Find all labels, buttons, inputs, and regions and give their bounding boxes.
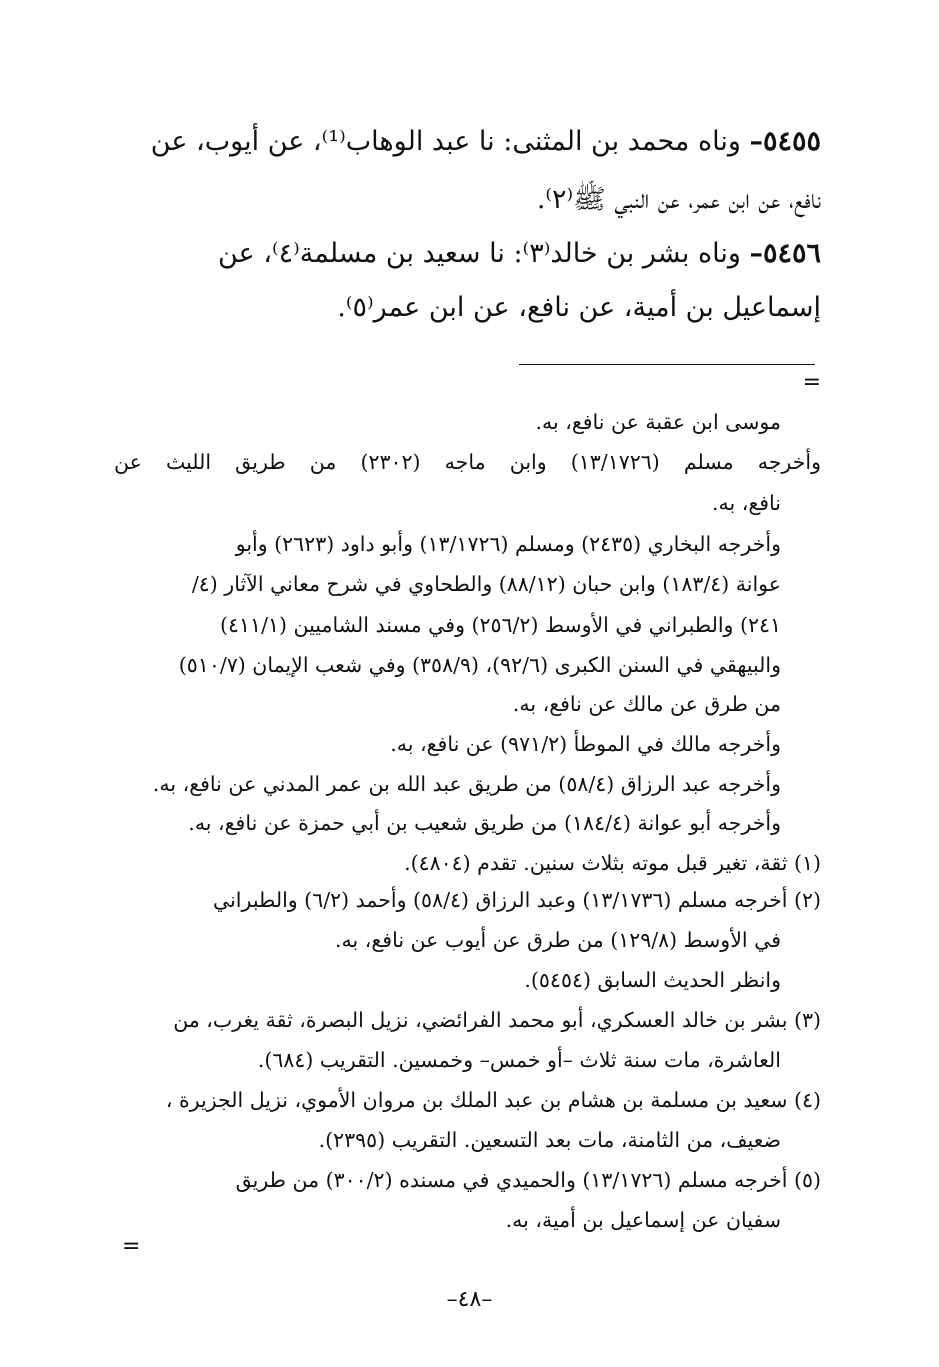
footnote-line: عوانة (١٨٣/٤) وابن حبان (٨٨/١٢) والطحاوي في شرح معاني الآثار (٤/	[191, 572, 781, 596]
footnote-2	[213, 890, 821, 911]
hadith-text: وناه بشر بن خالد⁽٣⁾: نا سعيد بن مسلمة⁽٤⁾، عن	[218, 238, 741, 269]
footnote-line: وانظر الحديث السابق (٥٤٥٤).	[524, 968, 781, 992]
footnote-line: في الأوسط (١٢٩/٨) من طرق عن أيوب عن نافع، به.	[335, 928, 781, 952]
footnote-label: (٥)	[793, 1168, 821, 1192]
hadith-text: وناه محمد بن المثنى: نا عبد الوهاب⁽¹⁾، عن أيوب، عن	[150, 126, 741, 157]
footnote-line: وأخرجه مسلم (١٣/١٧٢٦) وابن ماجه (٢٣٠٢) من طريق الليث عن	[114, 450, 821, 474]
footnote-label: (٢)	[793, 888, 821, 912]
footnote-label: (١)	[793, 851, 821, 875]
footnote-line: سفيان عن إسماعيل بن أمية، به.	[505, 1208, 781, 1232]
continuation-mark-bottom: =	[122, 1234, 141, 1259]
footnote-label: (٣)	[793, 1008, 821, 1032]
footnote-4	[166, 1090, 821, 1111]
footnote-line: والبيهقي في السنن الكبرى (٩٢/٦)، (٣٥٨/٩) وفي شعب الإيمان (٥١٠/٧)	[178, 653, 781, 677]
footnote-line: العاشرة، مات سنة ثلاث –أو خمس– وخمسين. التقريب (٦٨٤).	[257, 1048, 781, 1072]
footnote-separator	[519, 364, 815, 365]
footnote-text: أخرجه مسلم (١٣/١٧٢٦) والحميدي في مسنده (٣٠٠/٢) من طريق	[235, 1168, 788, 1192]
footnote-3	[173, 1010, 821, 1031]
footnote-line: ضعيف، من الثامنة، مات بعد التسعين. التقريب (٢٣٩٥).	[318, 1128, 781, 1152]
hadith-5455-line-2: نافع، عن ابن عمر، عن النبي ﷺ⁽٢⁾.	[536, 184, 821, 215]
footnote-line: موسى ابن عقبة عن نافع، به.	[535, 410, 781, 434]
footnote-5	[236, 1170, 821, 1191]
footnote-text: سعيد بن مسلمة بن هشام بن عبد الملك بن مروان الأموي، نزيل الجزيرة ،	[165, 1088, 788, 1112]
footnote-text: ثقة، تغير قبل موته بثلاث سنين. تقدم (٤٨٠٤).	[404, 851, 788, 875]
hadith-5456-line-2: إسماعيل بن أمية، عن نافع، عن ابن عمر⁽٥⁾.	[337, 292, 821, 323]
footnote-1	[404, 853, 821, 874]
footnote-line: نافع، به.	[711, 491, 781, 515]
footnote-line: وأخرجه عبد الرزاق (٥٨/٤) من طريق عبد الله بن عمر المدني عن نافع، به.	[152, 772, 781, 796]
footnote-line: وأخرجه أبو عوانة (١٨٤/٤) من طريق شعيب بن أبي حمزة عن نافع، به.	[188, 811, 781, 835]
hadith-number: ٥٤٥٦–	[749, 238, 821, 269]
footnote-text: أخرجه مسلم (١٣/١٧٣٦) وعبد الرزاق (٥٨/٤) وأحمد (٦/٢) والطبراني	[213, 888, 788, 912]
footnote-line: ٢٤١) والطبراني في الأوسط (٢٥٦/٢) وفي مسند الشاميين (٤١١/١)	[220, 613, 781, 637]
page-number: –٤٨–	[446, 1287, 493, 1312]
hadith-number: ٥٤٥٥–	[749, 126, 821, 157]
continuation-mark-top: =	[802, 370, 821, 395]
footnote-line: وأخرجه البخاري (٢٤٣٥) ومسلم (١٣/١٧٢٦) وأبو داود (٢٦٢٣) وأبو	[235, 532, 781, 556]
footnote-label: (٤)	[793, 1088, 821, 1112]
footnote-text: بشر بن خالد العسكري، أبو محمد الفرائضي، نزيل البصرة، ثقة يغرب، من	[173, 1008, 788, 1032]
hadith-5456-line-1	[218, 238, 821, 269]
hadith-5455-line-1	[151, 126, 821, 157]
footnote-line: وأخرجه مالك في الموطأ (٩٧١/٢) عن نافع، به.	[390, 732, 781, 756]
footnote-line: من طرق عن مالك عن نافع، به.	[512, 692, 781, 716]
